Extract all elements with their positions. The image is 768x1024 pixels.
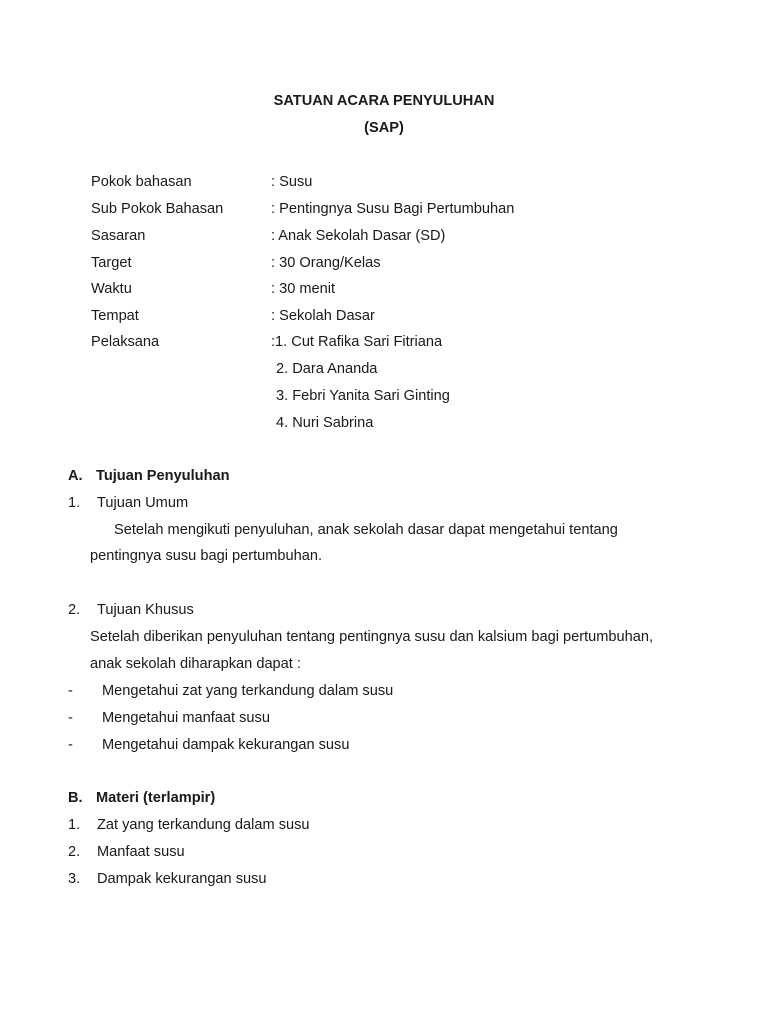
- section-heading: Materi (terlampir): [96, 790, 216, 806]
- info-label: Waktu: [91, 281, 132, 297]
- bullet-text: Mengetahui manfaat susu: [102, 710, 270, 726]
- bullet-marker: -: [68, 683, 73, 699]
- pelaksana-name: 3. Febri Yanita Sari Ginting: [276, 388, 450, 404]
- paragraph-line: pentingnya susu bagi pertumbuhan.: [90, 548, 323, 564]
- info-value: : Sekolah Dasar: [271, 308, 375, 324]
- list-item: Manfaat susu: [97, 844, 185, 860]
- info-value: : Susu: [271, 174, 313, 190]
- bullet-text: Mengetahui zat yang terkandung dalam susu: [102, 683, 394, 699]
- info-value: : 30 Orang/Kelas: [271, 255, 381, 271]
- info-value: : Anak Sekolah Dasar (SD): [271, 228, 446, 244]
- info-value: : Pentingnya Susu Bagi Pertumbuhan: [271, 201, 515, 217]
- bullet-marker: -: [68, 737, 73, 753]
- section-heading: Tujuan Penyuluhan: [96, 468, 230, 484]
- list-marker: 3.: [68, 871, 81, 887]
- document-title: SATUAN ACARA PENYULUHAN: [273, 93, 495, 109]
- list-marker: 1.: [68, 495, 81, 511]
- list-item: Zat yang terkandung dalam susu: [97, 817, 310, 833]
- pelaksana-name: 4. Nuri Sabrina: [276, 415, 374, 431]
- subsection-heading: Tujuan Umum: [97, 495, 189, 511]
- document-subtitle: (SAP): [364, 120, 404, 136]
- info-label: Pelaksana: [91, 334, 160, 350]
- list-marker: 2.: [68, 844, 81, 860]
- info-label: Target: [91, 255, 132, 271]
- paragraph-line: anak sekolah diharapkan dapat :: [90, 656, 301, 672]
- bullet-text: Mengetahui dampak kekurangan susu: [102, 737, 350, 753]
- section-marker: B.: [68, 790, 83, 806]
- paragraph-line: Setelah diberikan penyuluhan tentang pentingnya susu dan kalsium bagi pertumbuhan,: [90, 629, 654, 645]
- list-marker: 1.: [68, 817, 81, 833]
- info-label: Sasaran: [91, 228, 146, 244]
- list-item: Dampak kekurangan susu: [97, 871, 267, 887]
- info-label: Tempat: [91, 308, 139, 324]
- info-label: Pokok bahasan: [91, 174, 192, 190]
- subsection-heading: Tujuan Khusus: [97, 602, 194, 618]
- section-marker: A.: [68, 468, 83, 484]
- info-value: : 30 menit: [271, 281, 336, 297]
- bullet-marker: -: [68, 710, 73, 726]
- info-label: Sub Pokok Bahasan: [91, 201, 224, 217]
- pelaksana-name: 2. Dara Ananda: [276, 361, 378, 377]
- info-value: :1. Cut Rafika Sari Fitriana: [271, 334, 443, 350]
- list-marker: 2.: [68, 602, 81, 618]
- paragraph-line: Setelah mengikuti penyuluhan, anak sekolah dasar dapat mengetahui tentang: [114, 522, 618, 538]
